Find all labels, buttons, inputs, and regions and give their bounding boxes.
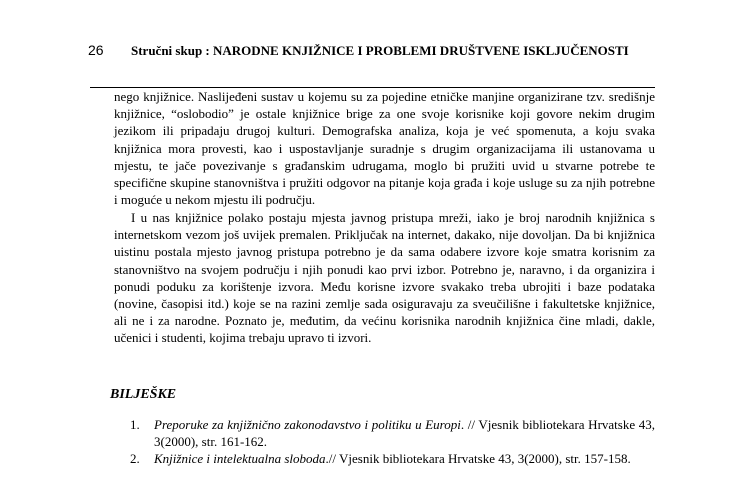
note-title: Preporuke za knjižnično zakonodavstvo i politiku u Europi	[154, 417, 461, 432]
notes-heading: BILJEŠKE	[110, 387, 177, 402]
running-title: Stručni skup : NARODNE KNJIŽNICE I PROBLEMI DRUŠTVENE ISKLJUČENOSTI	[131, 43, 629, 58]
note-citation: . // Vjesnik bibliotekara Hrvatske 43, 3(2000), str. 161-162.	[154, 417, 655, 450]
page-number: 26	[88, 42, 104, 58]
body-paragraph-1	[114, 88, 655, 208]
note-citation: .// Vjesnik bibliotekara Hrvatske 43, 3(2000), str. 157-158.	[325, 451, 631, 467]
note-title: Knjižnice i intelektualna sloboda	[154, 451, 326, 467]
note-item	[130, 450, 655, 467]
notes-list	[130, 416, 655, 468]
body-paragraph-2	[114, 209, 655, 347]
paragraph-text: nego knjižnice. Naslijeđeni sustav u kojemu su za pojedine etničke manjine organizirane tzv. središnje knjižnice, “oslobodio” je ostale knjižnice brige za one svoje korisnike koji govore nekim drugim jezikom ili pripadaju drugoj kulturi. Demografska analiza, koja je već spomenuta, a koju svaka knjižnica mora provesti, kao i uspostavljanje suradnje s drugim organizacijama ili ustanovama u mjestu, te jače povezivanje s građanskim udrugama, moglo bi pružiti uvid u stvarne potrebe te specifične skupine stanovništva i pružiti odgovor na pitanje koja građa i koje usluge su za njih potrebne i moguće u nekom mjestu ili području.	[114, 89, 655, 208]
note-number: 1.	[130, 417, 140, 432]
page-header	[0, 42, 741, 64]
note-item	[130, 416, 655, 450]
note-number: 2.	[130, 451, 140, 467]
paragraph-text: I u nas knjižnice polako postaju mjesta javnog pristupa mreži, iako je broj narodnih knjižnica s internetskom vezom još uvijek premalen. Priključak na internet, dakako, nije dovoljan. Da bi knjižnica uistinu postala mjesto javnog pristupa potrebno je da sama odabere izvore koje smatra korisnim za stanovništvo na svojem području i njih ponudi kao prvi izbor. Potrebno je, naravno, i da organizira i ponudi poduku za korištenje izvora. Među korisne izvore svakako treba ubrojiti i baze podataka (novine, časopisi itd.) koje se na razini zemlje sada osiguravaju za sveučilišne i fakultetske knjižnice, ali ne i za narodne. Poznato je, međutim, da većinu korisnika narodnih knjižnica čine mladi, dakle, učenici i studenti, kojima trebaju upravo ti izvori.	[114, 210, 655, 346]
